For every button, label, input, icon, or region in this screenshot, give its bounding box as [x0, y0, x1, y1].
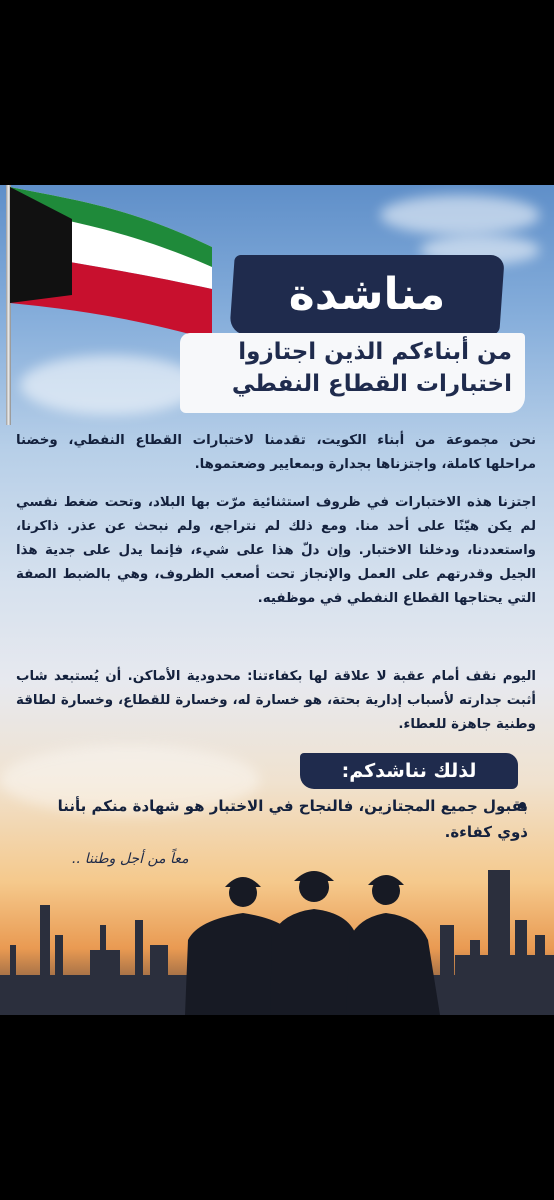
paragraph-1: نحن مجموعة من أبناء الكويت، تقدمنا لاختبارات القطاع النفطي، وخضنا مراحلها كاملة، واجتزناها بجدارة وبمعايير وضعتموها. — [16, 433, 536, 472]
subtitle-line-1: من أبناءكم الذين اجتازوا — [238, 339, 512, 365]
poster — [0, 185, 554, 1015]
bullet-text: بقبول جميع المجتازين، فالنجاح في الاختبار هو شهادة منكم بأننا ذوي كفاءة. — [57, 797, 528, 841]
call-title: لذلك نناشدكم: — [341, 760, 477, 782]
cloud — [20, 355, 200, 415]
signature: معاً من أجل وطننا .. — [71, 851, 189, 867]
page-title: مناشدة — [288, 269, 446, 320]
kuwait-flag-icon — [10, 185, 215, 345]
subtitle-line-2: اختبارات القطاع النفطي — [231, 371, 512, 397]
refinery-workers-silhouette — [0, 865, 554, 1015]
paragraph-2: اجتزنا هذه الاختبارات في ظروف استثنائية مرّت بها البلاد، وتحت ضغط نفسي لم يكن هيّنًا على أحد منا. ومع ذلك لم نتراجع، ولم نبحث عن عذر. ذاكرنا، واستعددنا، ودخلنا الاختبار. وإن دلّ هذا على شيء، فإنما يدل على جدية هذا الجيل وقدرتهم على العمل والإنجاز تحت أصعب الظروف، وهي بالضبط الصفة التي يحتاجها القطاع النفطي في موظفيه. — [16, 495, 536, 606]
paragraph-3: اليوم نقف أمام عقبة لا علاقة لها بكفاءتنا: محدودية الأماكن. أن يُستبعد شاب أثبت جدارته لأسباب إدارية بحتة، هو خسارة له، وخسارة للقطاع، وخسارة لطاقة وطنية جاهزة للعطاء. — [16, 669, 536, 732]
cloud — [380, 195, 540, 235]
